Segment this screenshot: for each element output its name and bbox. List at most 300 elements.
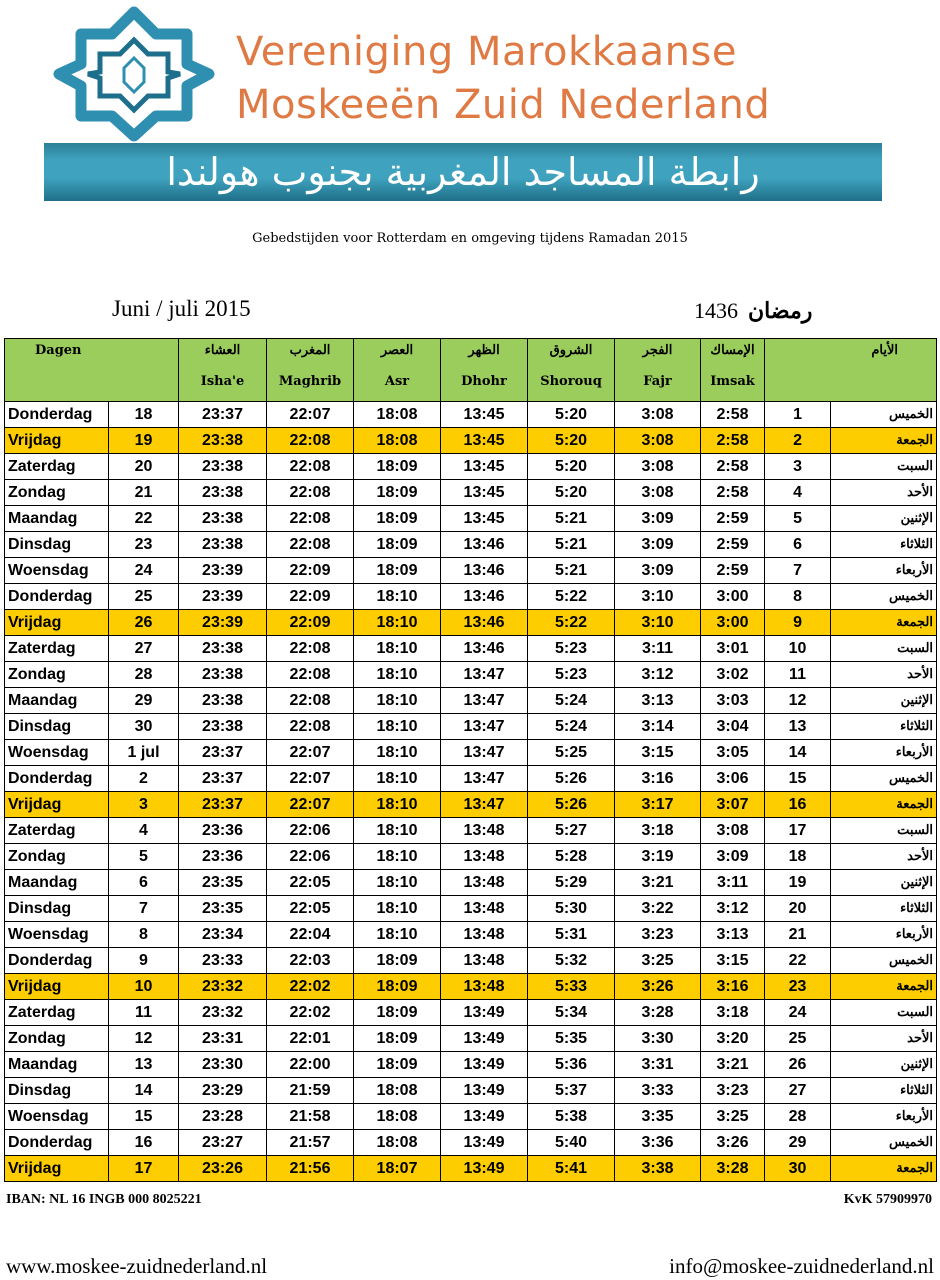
imsak-time: 3:00 [701, 610, 765, 636]
day-name-ar: الثلاثاء [831, 532, 937, 558]
imsak-time: 2:58 [701, 402, 765, 428]
fajr-time: 3:15 [615, 740, 701, 766]
shorouq-time: 5:27 [528, 818, 615, 844]
dhohr-time: 13:48 [441, 974, 528, 1000]
day-name: Zondag [5, 1026, 109, 1052]
fajr-time: 3:08 [615, 428, 701, 454]
table-row [5, 454, 937, 480]
maghrib-time: 22:00 [267, 1052, 354, 1078]
date: 2 [109, 766, 179, 792]
shorouq-time: 5:30 [528, 896, 615, 922]
shorouq-time: 5:26 [528, 766, 615, 792]
asr-time: 18:10 [354, 740, 441, 766]
email-link[interactable]: info@moskee-zuidnederland.nl [669, 1254, 934, 1278]
isha-time: 23:34 [179, 922, 267, 948]
imsak-time: 3:16 [701, 974, 765, 1000]
maghrib-time: 22:08 [267, 688, 354, 714]
day-name: Donderdag [5, 402, 109, 428]
shorouq-time: 5:40 [528, 1130, 615, 1156]
header-imsak: الإمساك Imsak [701, 339, 765, 402]
day-name: Zondag [5, 662, 109, 688]
imsak-time: 3:21 [701, 1052, 765, 1078]
isha-time: 23:35 [179, 896, 267, 922]
day-name-ar: الأحد [831, 662, 937, 688]
dhohr-time: 13:48 [441, 844, 528, 870]
date: 8 [109, 922, 179, 948]
hijri-month-name: رمضان [748, 298, 813, 324]
fajr-time: 3:08 [615, 480, 701, 506]
table-row [5, 1078, 937, 1104]
day-name-ar: الأحد [831, 844, 937, 870]
date: 24 [109, 558, 179, 584]
day-name-ar: الإثنين [831, 688, 937, 714]
shorouq-time: 5:20 [528, 402, 615, 428]
day-name: Maandag [5, 870, 109, 896]
table-row [5, 844, 937, 870]
table-row [5, 610, 937, 636]
dhohr-time: 13:49 [441, 1078, 528, 1104]
dhohr-time: 13:45 [441, 402, 528, 428]
ramadan-day: 18 [765, 844, 831, 870]
maghrib-time: 22:08 [267, 636, 354, 662]
date: 9 [109, 948, 179, 974]
day-name: Woensdag [5, 740, 109, 766]
shorouq-time: 5:33 [528, 974, 615, 1000]
fajr-time: 3:19 [615, 844, 701, 870]
imsak-time: 3:12 [701, 896, 765, 922]
fajr-time: 3:26 [615, 974, 701, 1000]
date: 19 [109, 428, 179, 454]
maghrib-time: 22:06 [267, 818, 354, 844]
organization-title [236, 26, 926, 132]
day-name: Dinsdag [5, 896, 109, 922]
isha-time: 23:39 [179, 610, 267, 636]
asr-time: 18:08 [354, 428, 441, 454]
day-name: Zaterdag [5, 1000, 109, 1026]
org-title-line2: Moskeeën Zuid Nederland [236, 82, 771, 128]
header-dagen: Dagen [5, 339, 179, 402]
dhohr-time: 13:48 [441, 896, 528, 922]
page-subtitle: Gebedstijden voor Rotterdam en omgeving tijdens Ramadan 2015 [252, 231, 688, 246]
table-row [5, 948, 937, 974]
asr-time: 18:09 [354, 480, 441, 506]
table-row [5, 532, 937, 558]
asr-time: 18:08 [354, 402, 441, 428]
ramadan-day: 3 [765, 454, 831, 480]
maghrib-time: 22:03 [267, 948, 354, 974]
fajr-time: 3:16 [615, 766, 701, 792]
isha-time: 23:38 [179, 428, 267, 454]
day-name-ar: الجمعة [831, 610, 937, 636]
table-row [5, 896, 937, 922]
ramadan-day: 28 [765, 1104, 831, 1130]
date: 5 [109, 844, 179, 870]
asr-time: 18:09 [354, 506, 441, 532]
shorouq-time: 5:36 [528, 1052, 615, 1078]
header-fajr: الفجر Fajr [615, 339, 701, 402]
day-name-ar: الأحد [831, 1026, 937, 1052]
isha-time: 23:37 [179, 740, 267, 766]
imsak-time: 3:11 [701, 870, 765, 896]
ramadan-day: 21 [765, 922, 831, 948]
day-name: Donderdag [5, 766, 109, 792]
shorouq-time: 5:31 [528, 922, 615, 948]
shorouq-time: 5:24 [528, 714, 615, 740]
dhohr-time: 13:47 [441, 792, 528, 818]
prayer-times-table [4, 338, 937, 1182]
ramadan-day: 6 [765, 532, 831, 558]
table-body [5, 402, 937, 1182]
maghrib-time: 22:08 [267, 506, 354, 532]
imsak-time: 3:23 [701, 1078, 765, 1104]
imsak-time: 3:02 [701, 662, 765, 688]
day-name: Zondag [5, 844, 109, 870]
day-name: Dinsdag [5, 1078, 109, 1104]
ramadan-day: 30 [765, 1156, 831, 1182]
asr-time: 18:09 [354, 1000, 441, 1026]
shorouq-time: 5:21 [528, 506, 615, 532]
dhohr-time: 13:48 [441, 870, 528, 896]
ramadan-day: 16 [765, 792, 831, 818]
fajr-time: 3:25 [615, 948, 701, 974]
header-ayam: الأيام [765, 339, 937, 402]
day-name: Maandag [5, 688, 109, 714]
day-name-ar: الجمعة [831, 792, 937, 818]
day-name-ar: الجمعة [831, 428, 937, 454]
arabic-banner: رابطة المساجد المغربية بجنوب هولندا [44, 143, 882, 201]
fajr-time: 3:30 [615, 1026, 701, 1052]
maghrib-time: 21:59 [267, 1078, 354, 1104]
isha-time: 23:29 [179, 1078, 267, 1104]
maghrib-time: 22:08 [267, 480, 354, 506]
imsak-time: 3:06 [701, 766, 765, 792]
shorouq-time: 5:38 [528, 1104, 615, 1130]
table-row [5, 1156, 937, 1182]
day-name-ar: الخميس [831, 402, 937, 428]
maghrib-time: 22:07 [267, 402, 354, 428]
table-row [5, 688, 937, 714]
date: 23 [109, 532, 179, 558]
dhohr-time: 13:46 [441, 532, 528, 558]
maghrib-time: 22:07 [267, 740, 354, 766]
day-name: Vrijdag [5, 974, 109, 1000]
day-name: Donderdag [5, 948, 109, 974]
maghrib-time: 22:06 [267, 844, 354, 870]
fajr-time: 3:21 [615, 870, 701, 896]
asr-time: 18:09 [354, 974, 441, 1000]
day-name: Vrijdag [5, 1156, 109, 1182]
imsak-time: 3:08 [701, 818, 765, 844]
date: 18 [109, 402, 179, 428]
day-name-ar: الخميس [831, 766, 937, 792]
ramadan-day: 15 [765, 766, 831, 792]
dhohr-time: 13:47 [441, 662, 528, 688]
dhohr-time: 13:46 [441, 584, 528, 610]
isha-time: 23:37 [179, 766, 267, 792]
isha-time: 23:38 [179, 454, 267, 480]
isha-time: 23:26 [179, 1156, 267, 1182]
day-name-ar: الأربعاء [831, 558, 937, 584]
dhohr-time: 13:49 [441, 1026, 528, 1052]
isha-time: 23:28 [179, 1104, 267, 1130]
imsak-time: 2:58 [701, 454, 765, 480]
logo-star-icon [44, 6, 224, 142]
date: 13 [109, 1052, 179, 1078]
isha-time: 23:39 [179, 558, 267, 584]
day-name-ar: الأربعاء [831, 922, 937, 948]
asr-time: 18:10 [354, 766, 441, 792]
table-row [5, 870, 937, 896]
fajr-time: 3:36 [615, 1130, 701, 1156]
dhohr-time: 13:48 [441, 818, 528, 844]
date: 10 [109, 974, 179, 1000]
shorouq-time: 5:26 [528, 792, 615, 818]
shorouq-time: 5:29 [528, 870, 615, 896]
imsak-time: 2:59 [701, 558, 765, 584]
dhohr-time: 13:46 [441, 610, 528, 636]
asr-time: 18:09 [354, 454, 441, 480]
day-name-ar: الإثنين [831, 1052, 937, 1078]
table-row [5, 506, 937, 532]
date: 25 [109, 584, 179, 610]
date: 1 jul [109, 740, 179, 766]
ramadan-day: 2 [765, 428, 831, 454]
dhohr-time: 13:46 [441, 636, 528, 662]
imsak-time: 2:58 [701, 428, 765, 454]
maghrib-time: 22:07 [267, 766, 354, 792]
imsak-time: 3:09 [701, 844, 765, 870]
day-name-ar: الثلاثاء [831, 714, 937, 740]
date: 29 [109, 688, 179, 714]
table-row [5, 662, 937, 688]
date: 15 [109, 1104, 179, 1130]
shorouq-time: 5:37 [528, 1078, 615, 1104]
shorouq-time: 5:20 [528, 428, 615, 454]
isha-time: 23:36 [179, 844, 267, 870]
shorouq-time: 5:28 [528, 844, 615, 870]
isha-time: 23:39 [179, 584, 267, 610]
ramadan-day: 12 [765, 688, 831, 714]
date: 17 [109, 1156, 179, 1182]
maghrib-time: 22:08 [267, 714, 354, 740]
maghrib-time: 22:01 [267, 1026, 354, 1052]
fajr-time: 3:09 [615, 532, 701, 558]
isha-time: 23:38 [179, 688, 267, 714]
day-name: Dinsdag [5, 714, 109, 740]
table-row [5, 792, 937, 818]
dhohr-time: 13:48 [441, 948, 528, 974]
maghrib-time: 22:09 [267, 558, 354, 584]
shorouq-time: 5:35 [528, 1026, 615, 1052]
imsak-time: 3:15 [701, 948, 765, 974]
fajr-time: 3:14 [615, 714, 701, 740]
day-name-ar: السبت [831, 454, 937, 480]
day-name: Donderdag [5, 1130, 109, 1156]
asr-time: 18:09 [354, 1026, 441, 1052]
isha-time: 23:31 [179, 1026, 267, 1052]
imsak-time: 3:20 [701, 1026, 765, 1052]
day-name-ar: الأربعاء [831, 740, 937, 766]
fajr-time: 3:11 [615, 636, 701, 662]
fajr-time: 3:09 [615, 506, 701, 532]
fajr-time: 3:31 [615, 1052, 701, 1078]
day-name: Woensdag [5, 922, 109, 948]
asr-time: 18:07 [354, 1156, 441, 1182]
shorouq-time: 5:41 [528, 1156, 615, 1182]
dhohr-time: 13:47 [441, 688, 528, 714]
day-name-ar: السبت [831, 818, 937, 844]
imsak-time: 3:26 [701, 1130, 765, 1156]
day-name-ar: الإثنين [831, 870, 937, 896]
gregorian-month: Juni / juli 2015 [112, 296, 251, 321]
table-row [5, 1104, 937, 1130]
day-name: Vrijdag [5, 792, 109, 818]
table-row [5, 1000, 937, 1026]
ramadan-day: 20 [765, 896, 831, 922]
day-name-ar: الثلاثاء [831, 896, 937, 922]
ramadan-day: 8 [765, 584, 831, 610]
fajr-time: 3:22 [615, 896, 701, 922]
dhohr-time: 13:49 [441, 1104, 528, 1130]
ramadan-day: 11 [765, 662, 831, 688]
day-name-ar: الأربعاء [831, 1104, 937, 1130]
asr-time: 18:09 [354, 948, 441, 974]
fajr-time: 3:18 [615, 818, 701, 844]
ramadan-day: 25 [765, 1026, 831, 1052]
day-name: Woensdag [5, 558, 109, 584]
imsak-time: 2:59 [701, 506, 765, 532]
table-row [5, 402, 937, 428]
isha-time: 23:38 [179, 636, 267, 662]
date: 14 [109, 1078, 179, 1104]
asr-time: 18:10 [354, 688, 441, 714]
fajr-time: 3:12 [615, 662, 701, 688]
ramadan-day: 23 [765, 974, 831, 1000]
asr-time: 18:10 [354, 714, 441, 740]
date: 11 [109, 1000, 179, 1026]
day-name-ar: الجمعة [831, 974, 937, 1000]
dhohr-time: 13:49 [441, 1052, 528, 1078]
date: 26 [109, 610, 179, 636]
shorouq-time: 5:22 [528, 610, 615, 636]
isha-time: 23:37 [179, 402, 267, 428]
day-name: Donderdag [5, 584, 109, 610]
header-isha: العشاء Isha'e [179, 339, 267, 402]
dhohr-time: 13:49 [441, 1156, 528, 1182]
dhohr-time: 13:49 [441, 1130, 528, 1156]
table-row [5, 714, 937, 740]
dhohr-time: 13:45 [441, 428, 528, 454]
asr-time: 18:10 [354, 922, 441, 948]
date: 28 [109, 662, 179, 688]
table-row [5, 1026, 937, 1052]
day-name: Maandag [5, 1052, 109, 1078]
fajr-time: 3:13 [615, 688, 701, 714]
ramadan-day: 29 [765, 1130, 831, 1156]
shorouq-time: 5:23 [528, 636, 615, 662]
imsak-time: 3:28 [701, 1156, 765, 1182]
asr-time: 18:09 [354, 532, 441, 558]
day-name-ar: السبت [831, 636, 937, 662]
maghrib-time: 22:09 [267, 610, 354, 636]
dhohr-time: 13:45 [441, 454, 528, 480]
day-name-ar: الخميس [831, 948, 937, 974]
fajr-time: 3:35 [615, 1104, 701, 1130]
isha-time: 23:35 [179, 870, 267, 896]
table-row [5, 974, 937, 1000]
table-row [5, 740, 937, 766]
ramadan-day: 24 [765, 1000, 831, 1026]
day-name: Vrijdag [5, 610, 109, 636]
imsak-time: 3:18 [701, 1000, 765, 1026]
imsak-time: 3:01 [701, 636, 765, 662]
maghrib-time: 22:09 [267, 584, 354, 610]
day-name: Zaterdag [5, 454, 109, 480]
ramadan-day: 13 [765, 714, 831, 740]
table-row [5, 584, 937, 610]
dhohr-time: 13:45 [441, 480, 528, 506]
maghrib-time: 22:08 [267, 662, 354, 688]
fajr-time: 3:23 [615, 922, 701, 948]
dhohr-time: 13:47 [441, 766, 528, 792]
shorouq-time: 5:20 [528, 480, 615, 506]
website-link[interactable]: www.moskee-zuidnederland.nl [6, 1254, 268, 1278]
day-name-ar: الثلاثاء [831, 1078, 937, 1104]
isha-time: 23:38 [179, 480, 267, 506]
shorouq-time: 5:25 [528, 740, 615, 766]
asr-time: 18:09 [354, 558, 441, 584]
maghrib-time: 21:57 [267, 1130, 354, 1156]
isha-time: 23:33 [179, 948, 267, 974]
ramadan-day: 19 [765, 870, 831, 896]
table-row [5, 480, 937, 506]
maghrib-time: 22:05 [267, 896, 354, 922]
table-row [5, 766, 937, 792]
shorouq-time: 5:23 [528, 662, 615, 688]
asr-time: 18:10 [354, 636, 441, 662]
ramadan-day: 4 [765, 480, 831, 506]
dhohr-time: 13:47 [441, 740, 528, 766]
ramadan-day: 10 [765, 636, 831, 662]
isha-time: 23:38 [179, 714, 267, 740]
maghrib-time: 22:08 [267, 532, 354, 558]
isha-time: 23:30 [179, 1052, 267, 1078]
isha-time: 23:38 [179, 532, 267, 558]
header-maghrib: المغرب Maghrib [267, 339, 354, 402]
maghrib-time: 21:58 [267, 1104, 354, 1130]
date: 3 [109, 792, 179, 818]
day-name-ar: الخميس [831, 1130, 937, 1156]
maghrib-time: 21:56 [267, 1156, 354, 1182]
asr-time: 18:10 [354, 584, 441, 610]
imsak-time: 2:59 [701, 532, 765, 558]
table-row [5, 428, 937, 454]
imsak-time: 3:25 [701, 1104, 765, 1130]
dhohr-time: 13:47 [441, 714, 528, 740]
imsak-time: 2:58 [701, 480, 765, 506]
maghrib-time: 22:04 [267, 922, 354, 948]
shorouq-time: 5:21 [528, 558, 615, 584]
imsak-time: 3:00 [701, 584, 765, 610]
date: 6 [109, 870, 179, 896]
ramadan-day: 1 [765, 402, 831, 428]
hijri-year: 1436 [694, 298, 738, 323]
isha-time: 23:38 [179, 662, 267, 688]
isha-time: 23:32 [179, 974, 267, 1000]
maghrib-time: 22:02 [267, 974, 354, 1000]
iban: IBAN: NL 16 INGB 000 8025221 [6, 1192, 202, 1207]
asr-time: 18:10 [354, 792, 441, 818]
